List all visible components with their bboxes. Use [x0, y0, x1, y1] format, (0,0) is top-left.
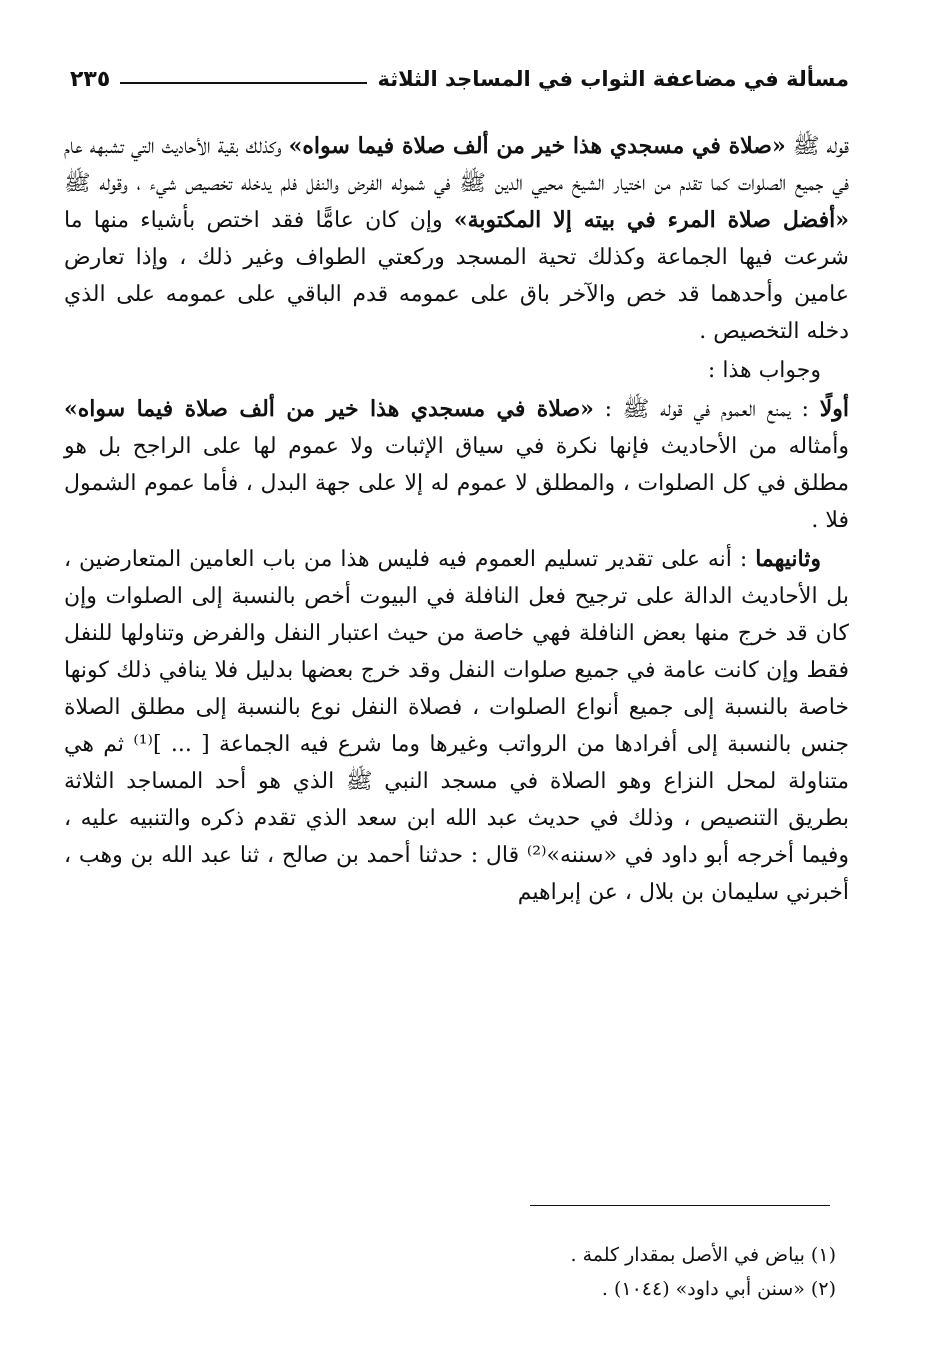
- footnote-1: (١) بياض في الأصل بمقدار كلمة .: [570, 1244, 836, 1266]
- text-run: وإن كان عامًّا فقد اختص بأشياء منها ما شرعت فيها الجماعة وكذلك تحية المسجد وركعتي الطواف وغير ذلك ، وإذا تعارض عامين وأحدهما قد خص والآخر باق على عمومه قدم الباقي على عمومه على الذي دخله التخصيص .: [64, 208, 849, 344]
- text-run: وكذلك بقية الأحاديث التي تشبهه عام في جميع الصلوات كما تقدم من اختيار الشيخ محيي الدين ﷺ في شموله الفرض والنفل فلم يدخله تخصيص شيء ، وقوله ﷺ: [64, 134, 849, 196]
- paragraph-4: [64, 541, 849, 911]
- text-run: : أنه على تقدير تسليم العموم فيه فليس هذا من باب العامين المتعارضين ، بل الأحاديث الدالة على ترجيح فعل النافلة في البيوت أخص بالنسبة إلى الصلوات وإن كان قد خرج منها بعض النافلة فهي خاصة من حيث اعتبار النفل والفرض وتناولها للنفل فقط وإن كانت عامة في جميع صلوات النفل وقد خرج بعضها بدليل فلا ينافي ذلك كونها خاصة بالنسبة إلى جميع أنواع الصلوات ، فصلاة النفل نوع بالنسبة إلى مطلق الصلاة جنس بالنسبة إلى أفرادها من الرواتب وغيرها وما شرع فيه الجماعة [ ... ]⁽¹⁾ ثم هي متناولة لمحل النزاع وهو الصلاة في مسجد النبي ﷺ الذي هو أحد المساجد الثلاثة بطريق التنصيص ، وذلك في حديث عبد الله ابن سعد الذي تقدم ذكره والتنبيه عليه ، وفيما أخرجه أبو داود في «سننه»⁽²⁾ قال : حدثنا أحمد بن صالح ، ثنا عبد الله بن وهب ، أخبرني سليمان بن بلال ، عن إبراهيم: [64, 547, 849, 905]
- text-run: وجواب هذا :: [707, 358, 821, 383]
- text-run: قوله ﷺ: [785, 134, 850, 159]
- footnotes: [64, 1238, 836, 1306]
- paragraph-3: [64, 391, 849, 539]
- hadith-quote: «أفضل صلاة المرء في بيته إلا المكتوبة»: [453, 207, 849, 233]
- page-number: ٢٣٥: [70, 66, 111, 92]
- text-run: : يمنع العموم في قوله ﷺ :: [593, 397, 820, 422]
- running-header: [70, 62, 849, 96]
- point-label: أولًا: [819, 396, 849, 422]
- point-label: وثانيهما: [755, 546, 821, 572]
- header-title: مسألة في مضاعفة الثواب في المساجد الثلاثة: [377, 67, 849, 91]
- paragraph-2: [64, 352, 849, 389]
- footnote-2: (٢) «سنن أبي داود» (١٠٤٤) .: [601, 1278, 836, 1300]
- header-rule: [120, 82, 367, 84]
- hadith-quote: «صلاة في مسجدي هذا خير من ألف صلاة فيما سواه»: [64, 396, 594, 422]
- paragraph-1: [64, 128, 849, 350]
- footnote-divider: [530, 1205, 830, 1206]
- main-text: [64, 128, 849, 911]
- hadith-quote: «صلاة في مسجدي هذا خير من ألف صلاة فيما سواه»: [288, 133, 786, 159]
- text-run: وأمثاله من الأحاديث فإنها نكرة في سياق الإثبات ولا عموم لها على الراجح بل هو مطلق في كل الصلوات ، والمطلق لا عموم له إلا على جهة البدل ، فأما عموم الشمول فلا .: [64, 434, 849, 533]
